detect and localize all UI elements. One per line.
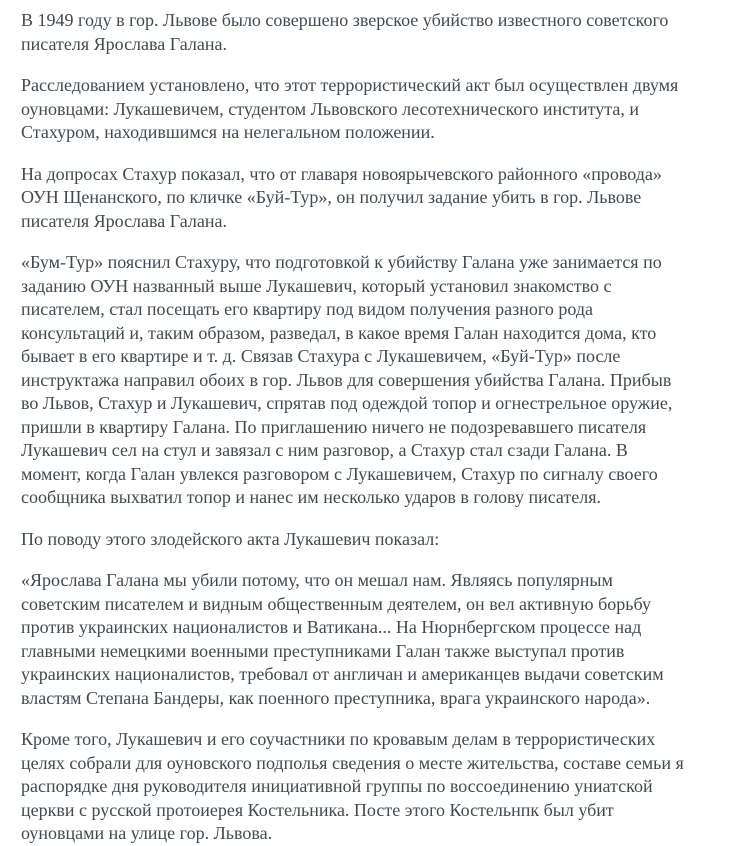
text-line: главными немецкими военными преступниками Галан также выступал против: [21, 640, 625, 661]
paragraph-list: [21, 9, 723, 846]
text-line: украинских националистов, требовал от англичан и американцев выдачи советским: [21, 664, 664, 684]
text-line: консультаций и, таким образом, разведал, в какое время Галан находится дома, кто: [21, 322, 657, 343]
text-line: писателя Ярослава Галана.: [21, 210, 227, 231]
paragraph: [21, 9, 723, 56]
text-line: пришли в квартиру Галана. По приглашению ничего не подозревавшего писателя: [21, 416, 647, 437]
paragraph: [21, 728, 723, 846]
text-line: инструктажа направил обоих в гор. Львов для совершения убийства Галана. Прибыв: [21, 369, 672, 390]
text-line: Лукашевич сел на стул и завязал с ним разговор, а Стахур стал сзади Галана. В: [21, 440, 628, 460]
text-line: оуновцами: Лукашевичем, студентом Львовского лесотехнического института, и: [21, 98, 640, 119]
text-line: В 1949 году в гор. Львове было совершено зверское убийство известного советского: [21, 10, 669, 30]
paragraph: [21, 251, 723, 510]
text-line: советским писателем и видным общественным деятелем, он вел активную борьбу: [21, 593, 651, 614]
text-line: Расследованием установлено, что этот террористический акт был осуществлен двумя: [21, 75, 679, 95]
text-line: во Львов, Стахур и Лукашевич, спрятав под одеждой топор и огнестрельное оружие,: [21, 393, 673, 413]
text-line: «Бум-Тур» пояснил Стахуру, что подготовкой к убийству Галана уже занимается по: [21, 252, 662, 272]
text-line: «Ярослава Галана мы убили потому, что он мешал нам. Являясь популярным: [21, 570, 613, 590]
text-line: писателем, стал посещать его квартиру под видом получения разного рода: [21, 299, 593, 319]
text-line: ОУН Щенанского, по кличке «Буй-Тур», он получил задание убить в гор. Львове: [21, 187, 642, 207]
text-line: заданию ОУН названный выше Лукашевич, который установил знакомство с: [21, 275, 612, 296]
text-line: момент, когда Галан увлекся разговором с Лукашевичем, Стахур по сигналу своего: [21, 463, 658, 484]
paragraph: [21, 569, 723, 710]
text-line: сообщника выхватил топор и нанес им несколько ударов в голову писателя.: [21, 487, 602, 507]
paragraph: [21, 74, 723, 145]
text-line: церкви с русской протоиерея Костельника. Посте этого Костельнпк был убит: [21, 799, 614, 820]
paragraph: [21, 528, 723, 552]
text-line: Кроме того, Лукашевич и его соучастники по кровавым делам в террористических: [21, 729, 656, 749]
paragraph: [21, 163, 723, 234]
text-line: По поводу этого злодейского акта Лукашевич показал:: [21, 528, 440, 549]
text-line: Стахуром, находившимся на нелегальном положении.: [21, 122, 435, 142]
text-line: распорядке дня руководителя инициативной группы по воссоединению униатской: [21, 776, 653, 796]
text-line: оуновцами на улице гор. Львова.: [21, 823, 273, 843]
text-line: целях собрали для оуновского подполья сведения о месте жительства, составе семьи я: [21, 752, 684, 773]
text-line: властям Степана Бандеры, как поенного преступника, врага украинского народа».: [21, 687, 651, 708]
text-line: писателя Ярослава Галана.: [21, 33, 227, 54]
text-line: бывает в его квартире и т. д. Связав Стахура с Лукашевичем, «Буй-Тур» после: [21, 346, 621, 366]
text-line: На допросах Стахур показал, что от главаря новоярычевского районного «провода»: [21, 163, 662, 184]
text-line: против украинских националистов и Ватикана... На Нюрнбергском процессе над: [21, 617, 642, 637]
